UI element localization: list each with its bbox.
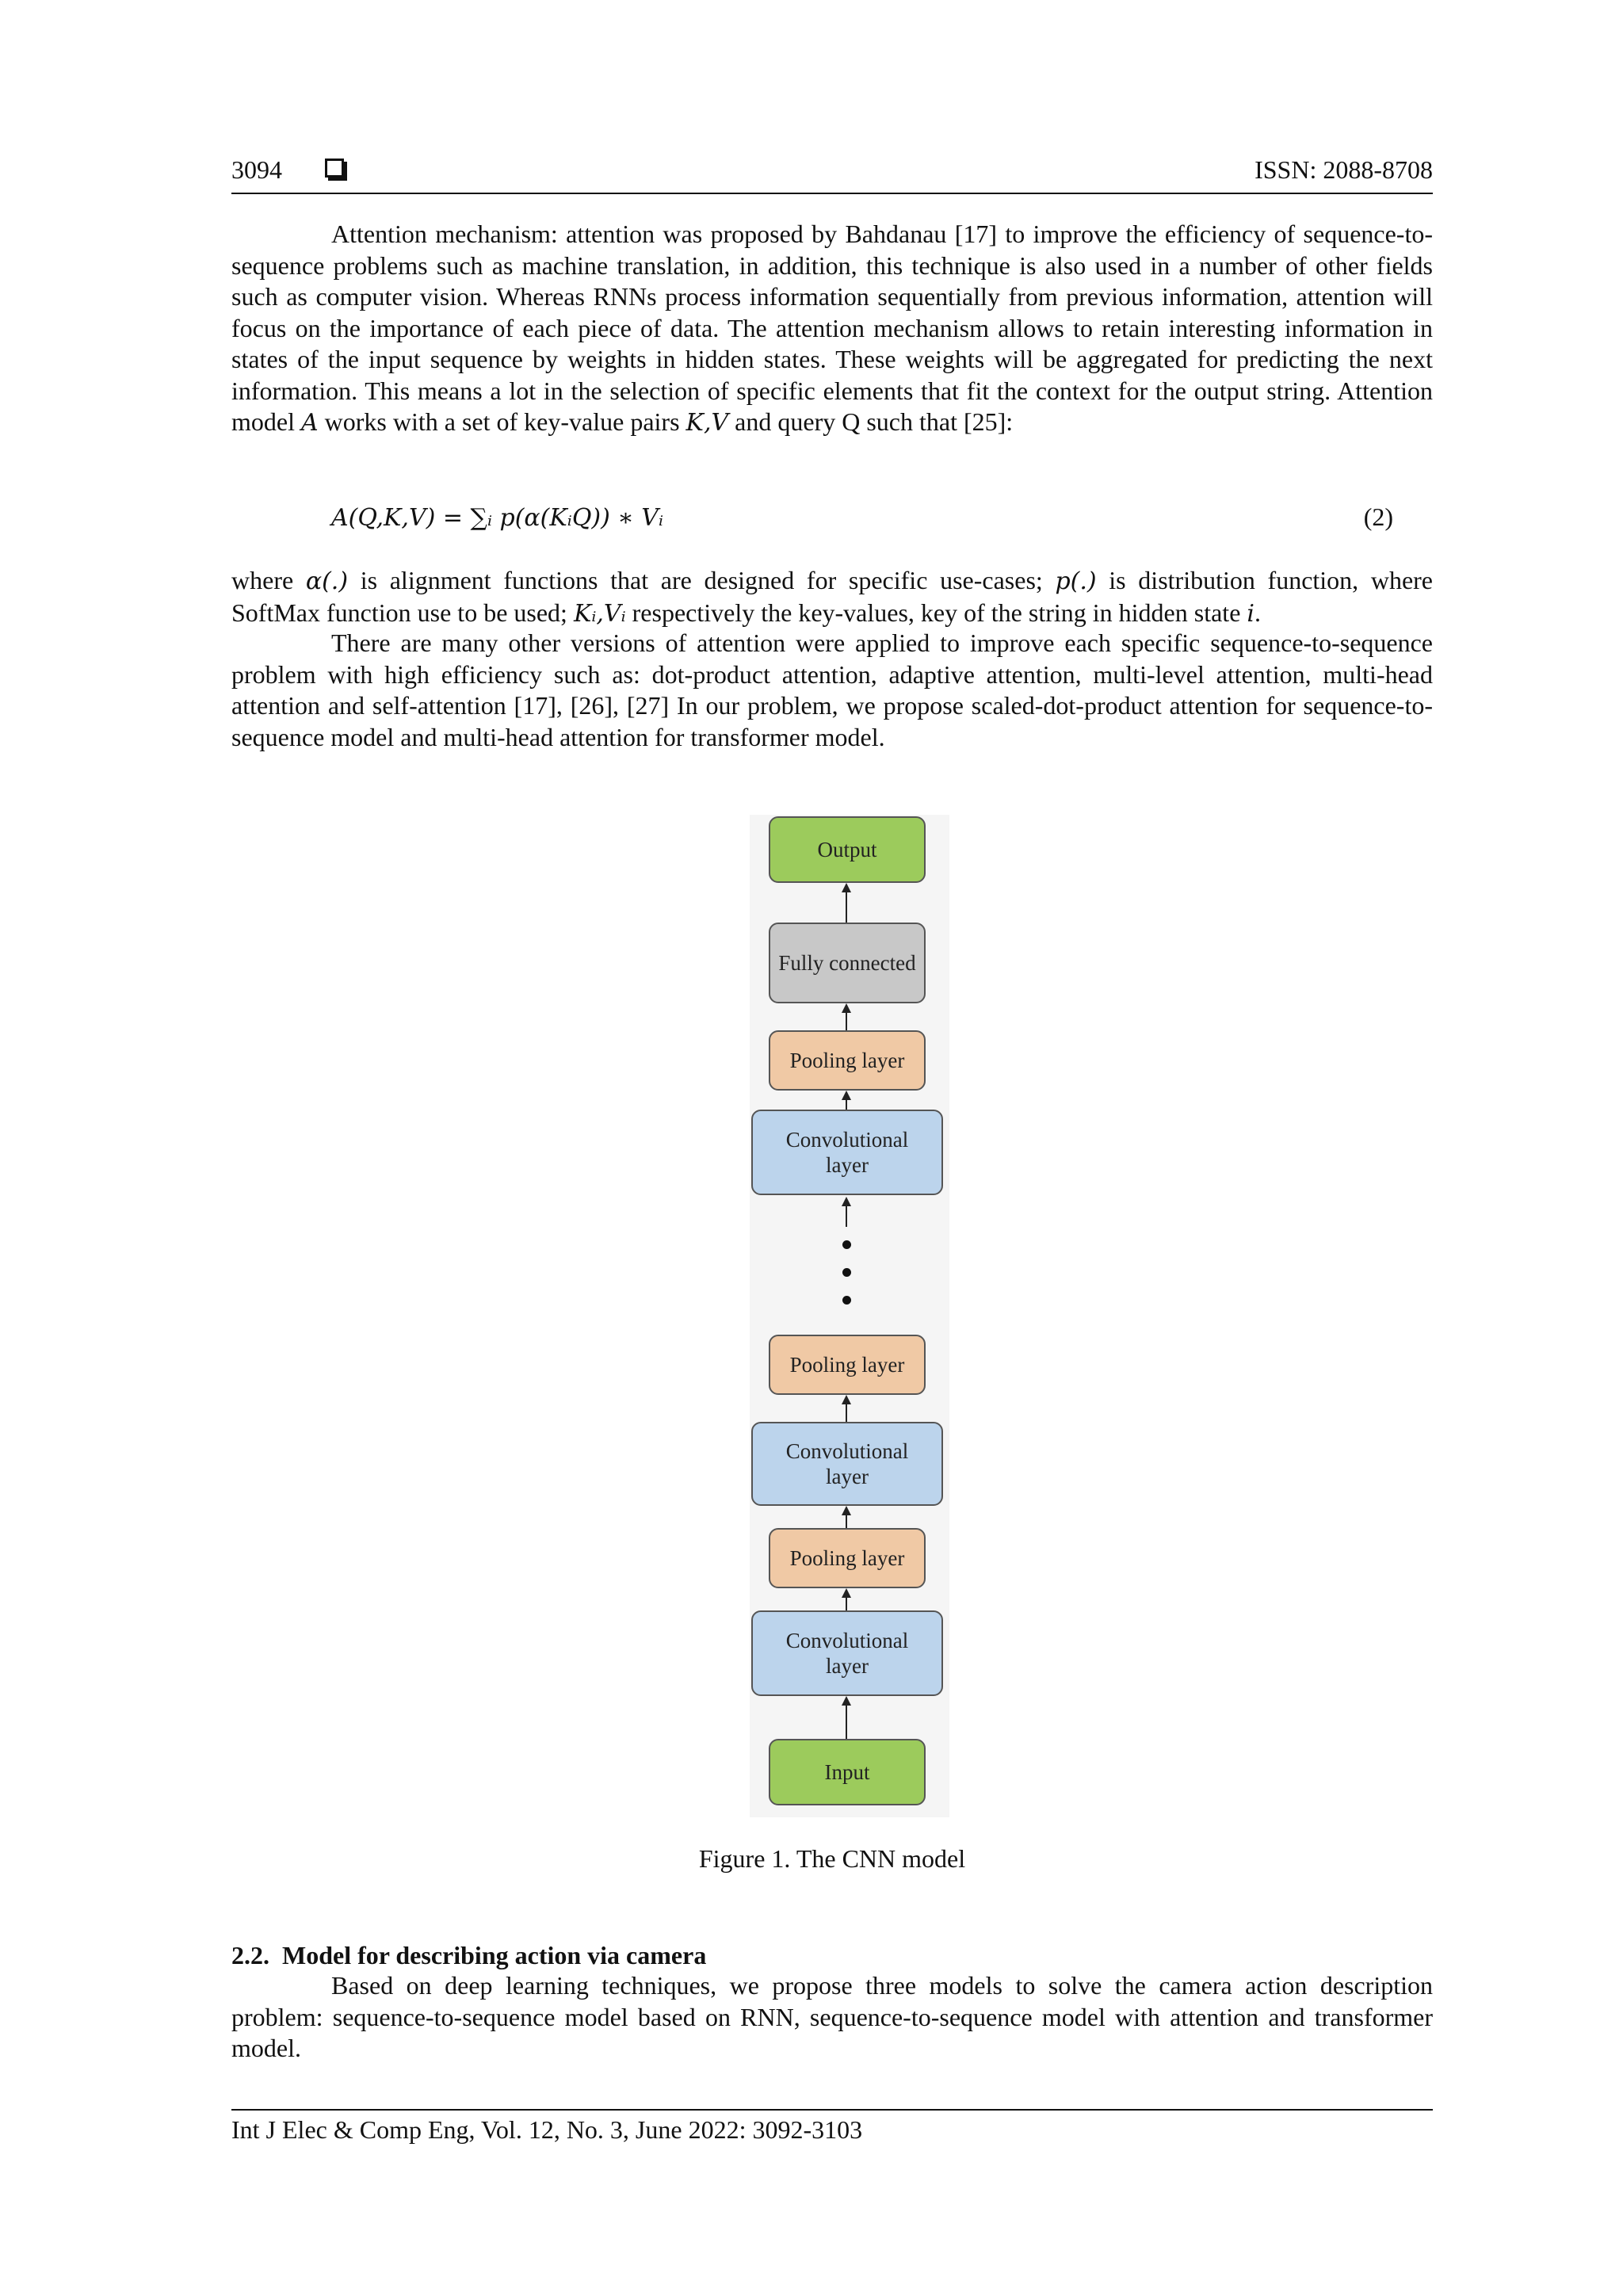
footer-citation: Int J Elec & Comp Eng, Vol. 12, No. 3, June 2022: 3092-3103	[231, 2115, 863, 2144]
arrow-line	[846, 1098, 847, 1110]
convolutional-layer-node: Convolutional layer	[751, 1610, 943, 1696]
versions-paragraph: There are many other versions of attention were applied to improve each specific sequence-to-sequence problem with high efficiency such as: dot-product attention, adaptive attention, multi-level attention, multi-head attention and self-attention [17], [26], [27] In our problem, we propose scaled-dot-product attention for sequence-to-sequence model and multi-head attention for transformer model.	[231, 628, 1433, 751]
pooling-layer-node: Pooling layer	[769, 1335, 926, 1395]
square-bullet-icon	[325, 159, 344, 178]
section-heading: 2.2. Model for describing action via camera	[231, 1941, 707, 1969]
where-paragraph	[231, 565, 1433, 629]
math-p: p(.)	[1055, 567, 1097, 595]
issn-label: ISSN: 2088-8708	[1254, 155, 1433, 184]
text-run: .	[1254, 598, 1261, 627]
math-var-kv: K,V	[685, 409, 729, 437]
fully-connected-node: Fully connected	[769, 923, 926, 1003]
ellipsis-dot	[842, 1296, 851, 1305]
footer-rule	[231, 2109, 1433, 2111]
text-run: where	[231, 566, 306, 594]
section-paragraph: Based on deep learning techniques, we propose three models to solve the camera action description problem: sequence-to-sequence model based on RNN, sequence-to-sequence model with attention and transformer model.	[231, 1971, 1433, 2062]
math-i: i	[1247, 599, 1254, 628]
text-run: respectively the key-values, key of the string in hidden state	[625, 598, 1247, 627]
convolutional-layer-node: Convolutional layer	[751, 1110, 943, 1195]
arrow-line	[846, 1011, 847, 1030]
attention-equation: A(Q,K,V) = ∑ᵢ p(α(KᵢQ)) ∗ Vᵢ	[331, 504, 664, 532]
ellipsis-dot	[842, 1268, 851, 1277]
arrow-line	[846, 891, 847, 923]
page-number: 3094	[231, 155, 282, 184]
math-ki-vi: Kᵢ,Vᵢ	[573, 599, 626, 628]
text-run: Attention mechanism: attention was proposed by Bahdanau [17] to improve the efficiency of sequence-to-sequence problems such as machine translation, in addition, this technique is also used in a number of other fields such as computer vision. Whereas RNNs process information sequentially from previous information, attention will focus on the importance of each piece of data. The attention mechanism allows to retain interesting information in states of the input sequence by weights in hidden states. These weights will be aggregated for predicting the next information. This means a lot in the selection of specific elements that fit the context for the output string. Attention model	[231, 220, 1433, 436]
text-run: is alignment functions that are designed for specific use-cases;	[348, 566, 1056, 594]
arrow-line	[846, 1403, 847, 1422]
equation-number: (2)	[1363, 502, 1393, 531]
math-var-a: A	[300, 409, 319, 437]
input-node: Input	[769, 1739, 926, 1805]
convolutional-layer-node: Convolutional layer	[751, 1422, 943, 1506]
text-run: is distribution function, where SoftMax function use to be used;	[231, 566, 1434, 627]
text-run: works with a set of key-value pairs	[318, 407, 686, 436]
arrow-line	[846, 1596, 847, 1610]
ellipsis-dot	[842, 1240, 851, 1249]
pooling-layer-node: Pooling layer	[769, 1030, 926, 1091]
equation-row	[331, 501, 1393, 534]
pooling-layer-node: Pooling layer	[769, 1528, 926, 1588]
figure-caption: Figure 1. The CNN model	[698, 1844, 966, 1873]
header-rule	[231, 193, 1433, 194]
arrow-line	[846, 1205, 847, 1227]
math-alpha: α(.)	[305, 567, 349, 595]
arrow-line	[846, 1704, 847, 1739]
text-run: and query Q such that [25]:	[728, 407, 1014, 436]
arrow-line	[846, 1514, 847, 1528]
output-node: Output	[769, 816, 926, 883]
attention-paragraph	[231, 219, 1433, 439]
